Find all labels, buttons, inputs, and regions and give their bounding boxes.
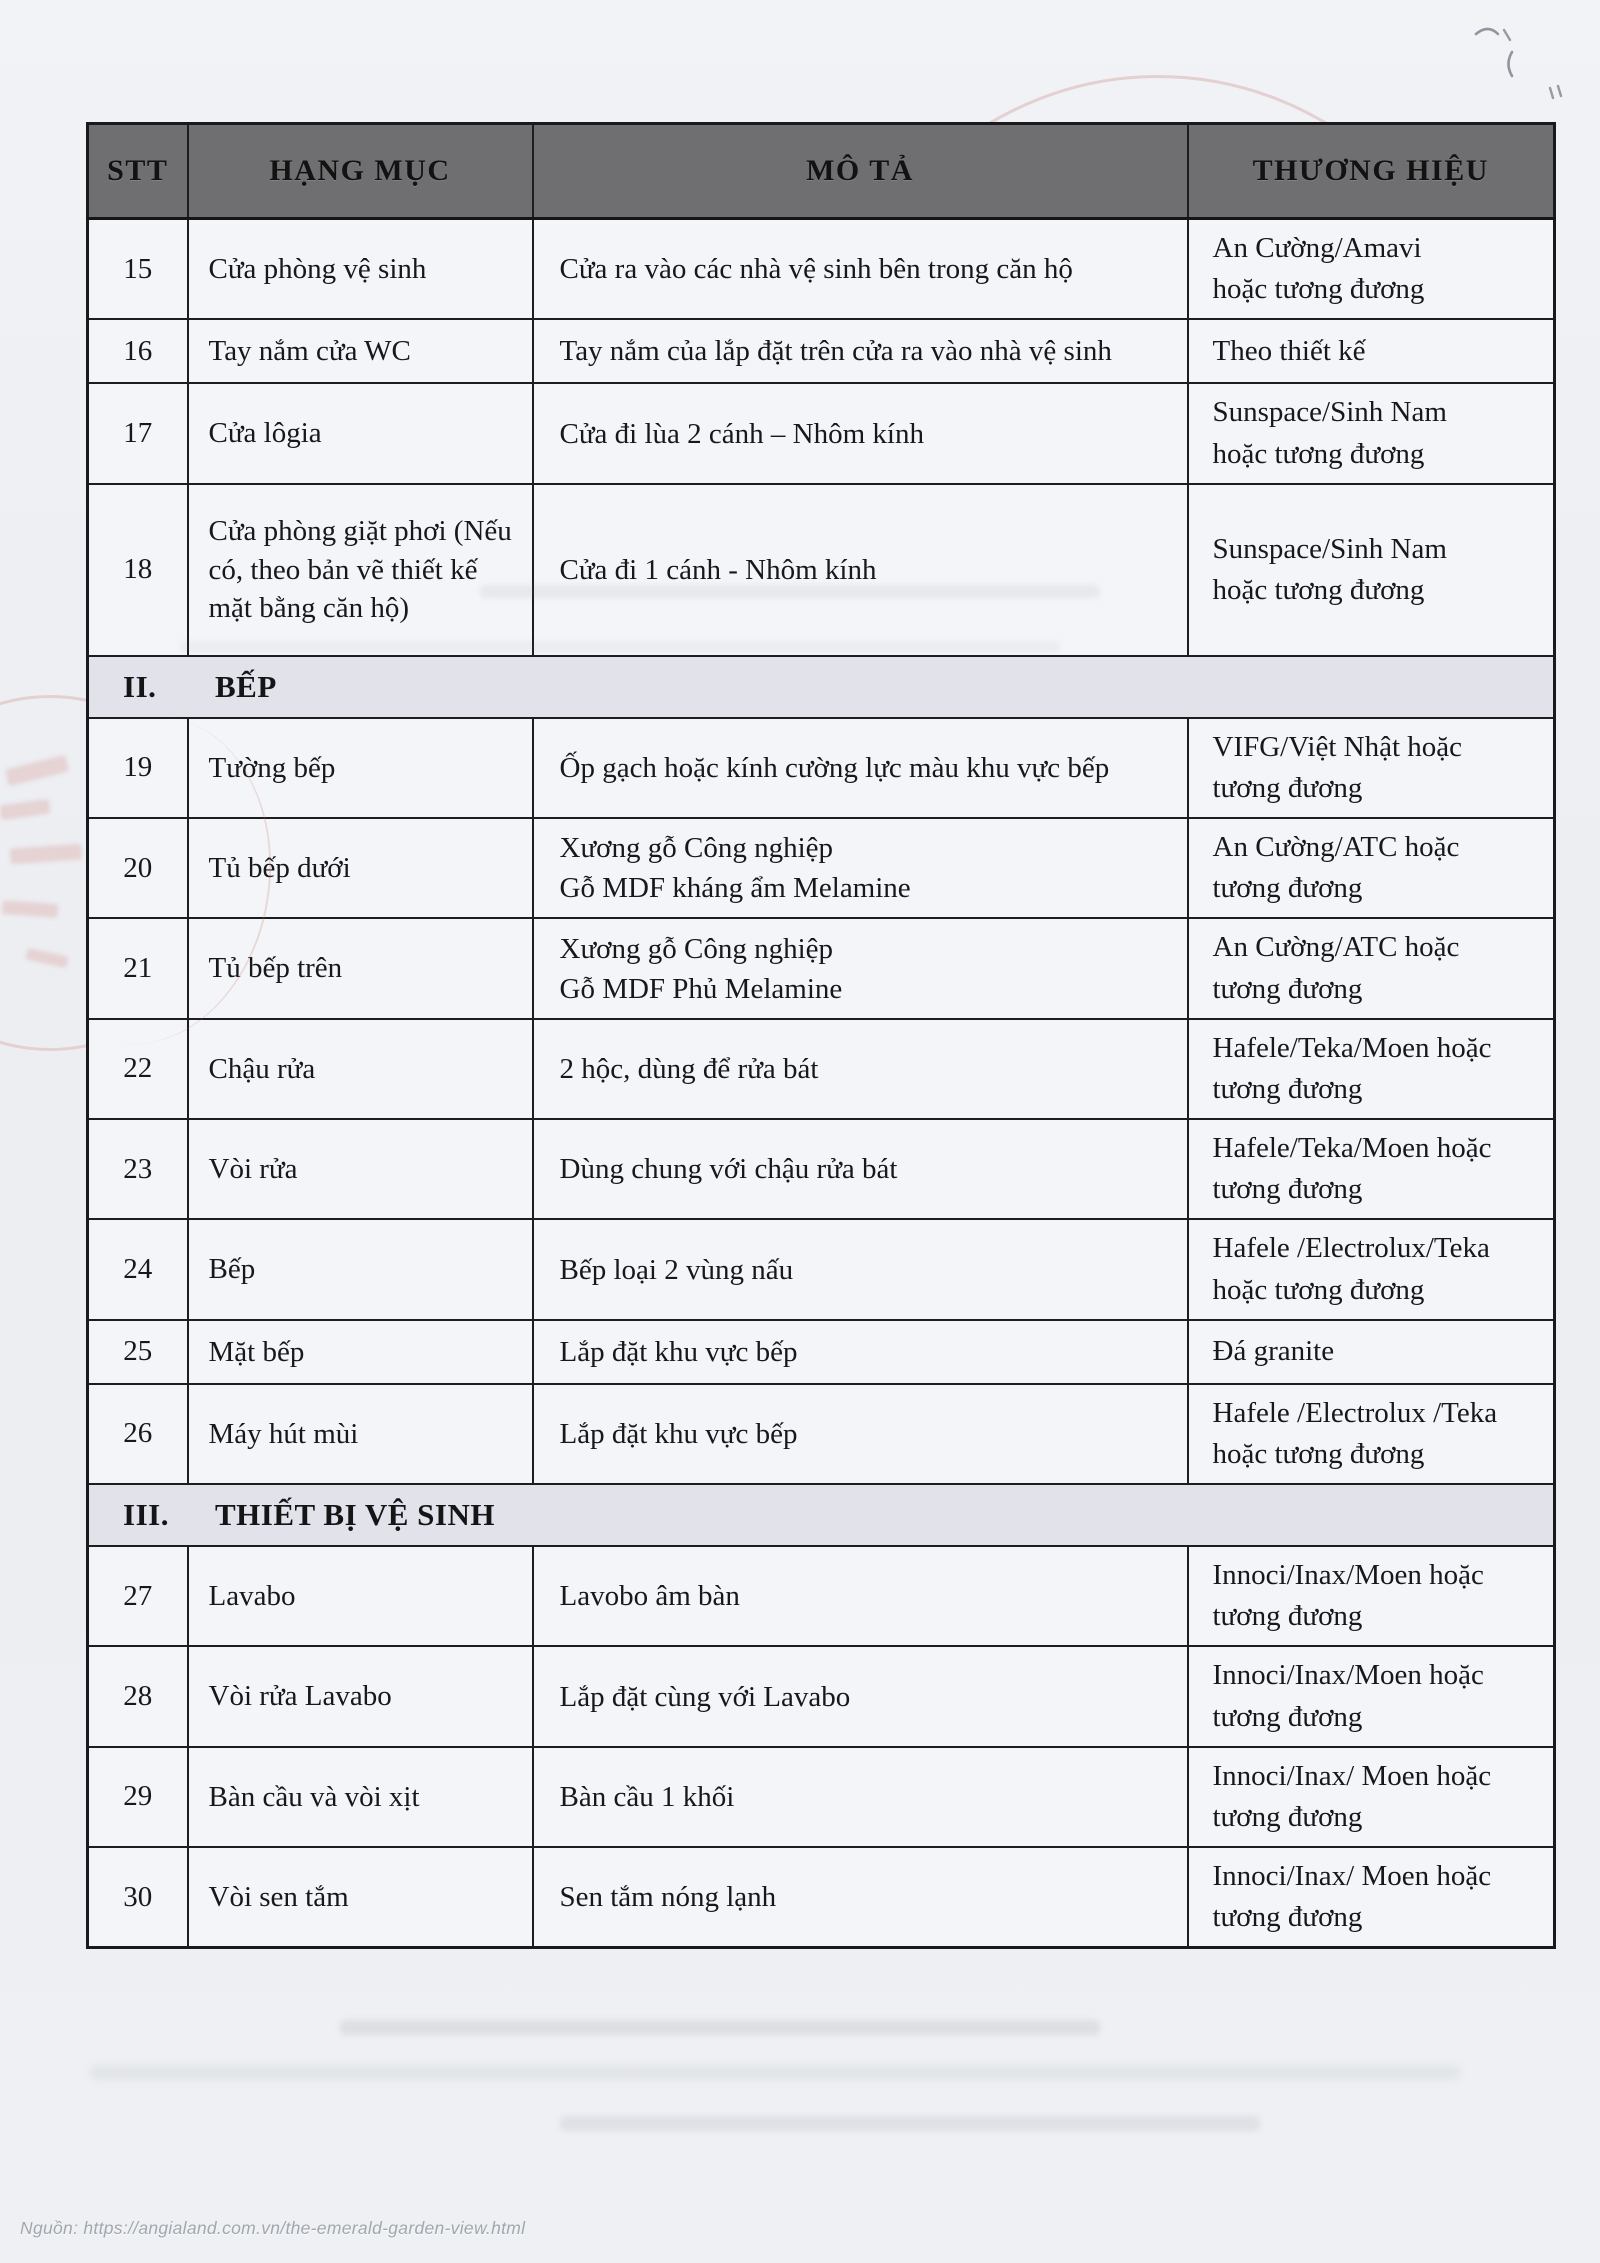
row-number: 17 <box>88 383 188 483</box>
description-line: Xương gỗ Công nghiệp <box>559 832 834 865</box>
category-cell: Tay nắm cửa WC <box>188 319 533 383</box>
brand-cell <box>1188 718 1555 818</box>
brand-cell <box>1188 1019 1555 1119</box>
section-title: THIẾT BỊ VỆ SINH <box>215 1497 495 1533</box>
category-cell: Bàn cầu và vòi xịt <box>188 1747 533 1847</box>
row-number: 15 <box>88 219 188 320</box>
description-line: Dùng chung với chậu rửa bát <box>559 1153 898 1186</box>
table-row <box>88 319 1555 383</box>
table-row <box>88 818 1555 918</box>
description-cell <box>533 818 1188 918</box>
row-number: 30 <box>88 1847 188 1948</box>
brand-line: Đá granite <box>1212 1335 1335 1368</box>
description-cell <box>533 1019 1188 1119</box>
row-number: 20 <box>88 818 188 918</box>
brand-line: Hafele /Electrolux/Teka <box>1212 1232 1490 1265</box>
row-number: 25 <box>88 1320 188 1384</box>
row-number: 22 <box>88 1019 188 1119</box>
brand-cell <box>1188 1747 1555 1847</box>
spec-table <box>86 122 1556 1949</box>
column-header-stt: STT <box>88 124 188 219</box>
brand-line: Theo thiết kế <box>1212 334 1366 367</box>
brand-cell <box>1188 1646 1555 1746</box>
ink-smudge <box>560 2116 1260 2131</box>
description-cell <box>533 1320 1188 1384</box>
row-number: 27 <box>88 1546 188 1646</box>
brand-cell <box>1188 1119 1555 1219</box>
brand-line: tương đương <box>1212 1901 1363 1934</box>
row-number: 28 <box>88 1646 188 1746</box>
section-numeral: III. <box>123 1497 169 1533</box>
brand-cell <box>1188 1546 1555 1646</box>
row-number: 18 <box>88 484 188 656</box>
description-cell <box>533 1546 1188 1646</box>
brand-cell <box>1188 383 1555 483</box>
description-cell <box>533 1646 1188 1746</box>
description-line: Xương gỗ Công nghiệp <box>559 932 834 965</box>
table-row <box>88 484 1555 656</box>
row-number: 21 <box>88 918 188 1018</box>
description-cell <box>533 484 1188 656</box>
description-cell <box>533 718 1188 818</box>
description-line: 2 hộc, dùng để rửa bát <box>559 1052 819 1085</box>
section-cell <box>88 656 1555 718</box>
description-cell <box>533 1847 1188 1948</box>
table-row <box>88 383 1555 483</box>
category-cell: Vòi rửa <box>188 1119 533 1219</box>
description-cell <box>533 1384 1188 1484</box>
brand-line: An Cường/ATC hoặc <box>1212 931 1460 964</box>
table-row <box>88 1320 1555 1384</box>
spec-table-body <box>88 219 1555 1948</box>
spec-table-header <box>88 124 1555 219</box>
table-row <box>88 1384 1555 1484</box>
description-line: Cửa ra vào các nhà vệ sinh bên trong căn hộ <box>559 253 1073 286</box>
brand-cell <box>1188 1384 1555 1484</box>
column-header-brand: THƯƠNG HIỆU <box>1188 124 1555 219</box>
brand-cell <box>1188 918 1555 1018</box>
pen-mark-scribbles <box>1468 12 1598 132</box>
description-cell <box>533 918 1188 1018</box>
section-row <box>88 1484 1555 1546</box>
brand-cell <box>1188 319 1555 383</box>
brand-line: Hafele/Teka/Moen hoặc <box>1212 1031 1492 1064</box>
brand-line: hoặc tương đương <box>1212 573 1425 606</box>
brand-cell <box>1188 1320 1555 1384</box>
row-number: 19 <box>88 718 188 818</box>
description-line: Lắp đặt khu vực bếp <box>559 1335 798 1368</box>
brand-line: hoặc tương đương <box>1212 273 1425 306</box>
table-row <box>88 918 1555 1018</box>
table-row <box>88 1119 1555 1219</box>
category-cell: Máy hút mùi <box>188 1384 533 1484</box>
brand-line: Sunspace/Sinh Nam <box>1212 396 1447 429</box>
brand-line: hoặc tương đương <box>1212 437 1425 470</box>
description-line: Sen tắm nóng lạnh <box>559 1881 777 1914</box>
brand-line: tương đương <box>1212 872 1363 905</box>
description-line: Bàn cầu 1 khối <box>559 1780 735 1813</box>
table-row <box>88 1546 1555 1646</box>
brand-line: Innoci/Inax/ Moen hoặc <box>1212 1759 1492 1792</box>
brand-cell <box>1188 1847 1555 1948</box>
brand-line: Sunspace/Sinh Nam <box>1212 532 1447 565</box>
row-number: 23 <box>88 1119 188 1219</box>
brand-line: tương đương <box>1212 972 1363 1005</box>
category-cell: Tường bếp <box>188 718 533 818</box>
description-cell <box>533 383 1188 483</box>
brand-line: Innoci/Inax/Moen hoặc <box>1212 1559 1484 1592</box>
category-cell: Tủ bếp trên <box>188 918 533 1018</box>
source-note: Nguồn: https://angialand.com.vn/the-emerald-garden-view.html <box>20 2218 526 2238</box>
description-cell <box>533 219 1188 320</box>
brand-line: hoặc tương đương <box>1212 1437 1425 1470</box>
description-line: Lavobo âm bàn <box>559 1580 740 1613</box>
brand-line: VIFG/Việt Nhật hoặc <box>1212 730 1463 763</box>
brand-cell <box>1188 219 1555 320</box>
brand-line: An Cường/Amavi <box>1212 232 1422 264</box>
table-row <box>88 1847 1555 1948</box>
header-row <box>88 124 1555 219</box>
ink-smudge <box>90 2066 1460 2079</box>
row-number: 29 <box>88 1747 188 1847</box>
description-cell <box>533 1747 1188 1847</box>
table-row <box>88 1219 1555 1319</box>
category-cell: Cửa phòng vệ sinh <box>188 219 533 320</box>
section-numeral: II. <box>123 668 157 704</box>
category-cell: Chậu rửa <box>188 1019 533 1119</box>
column-header-category: HẠNG MỤC <box>188 124 533 219</box>
category-cell: Bếp <box>188 1219 533 1319</box>
brand-cell <box>1188 1219 1555 1319</box>
brand-line: tương đương <box>1212 771 1363 804</box>
row-number: 26 <box>88 1384 188 1484</box>
ink-smudge <box>340 2020 1100 2035</box>
brand-line: hoặc tương đương <box>1212 1273 1425 1306</box>
section-title: BẾP <box>215 668 277 704</box>
brand-line: Hafele/Teka/Moen hoặc <box>1212 1132 1492 1165</box>
description-cell <box>533 1219 1188 1319</box>
section-row <box>88 656 1555 718</box>
brand-line: Innoci/Inax/Moen hoặc <box>1212 1659 1484 1692</box>
brand-line: Innoci/Inax/ Moen hoặc <box>1212 1860 1492 1893</box>
category-cell: Vòi sen tắm <box>188 1847 533 1948</box>
category-cell: Tủ bếp dưới <box>188 818 533 918</box>
category-cell: Lavabo <box>188 1546 533 1646</box>
brand-cell <box>1188 818 1555 918</box>
brand-line: tương đương <box>1212 1600 1363 1633</box>
brand-line: tương đương <box>1212 1700 1363 1733</box>
section-cell <box>88 1484 1555 1546</box>
category-cell: Mặt bếp <box>188 1320 533 1384</box>
description-line: Bếp loại 2 vùng nấu <box>559 1253 794 1286</box>
brand-line: tương đương <box>1212 1800 1363 1833</box>
table-row <box>88 1019 1555 1119</box>
description-line: Tay nắm của lắp đặt trên cửa ra vào nhà vệ sinh <box>559 335 1112 368</box>
description-line: Lắp đặt cùng với Lavabo <box>559 1680 851 1713</box>
description-line: Gỗ MDF Phủ Melamine <box>559 972 843 1005</box>
description-line: Ốp gạch hoặc kính cường lực màu khu vực bếp <box>559 751 1110 784</box>
category-cell: Vòi rửa Lavabo <box>188 1646 533 1746</box>
brand-line: tương đương <box>1212 1072 1363 1105</box>
category-cell: Cửa phòng giặt phơi (Nếu có, theo bản vẽ thiết kế mặt bằng căn hộ) <box>188 484 533 656</box>
table-row <box>88 718 1555 818</box>
table-row <box>88 1747 1555 1847</box>
description-line: Gỗ MDF kháng ẩm Melamine <box>559 872 911 905</box>
description-line: Cửa đi 1 cánh - Nhôm kính <box>559 553 877 586</box>
brand-line: Hafele /Electrolux /Teka <box>1212 1396 1498 1429</box>
brand-cell <box>1188 484 1555 656</box>
brand-line: tương đương <box>1212 1173 1363 1206</box>
description-cell <box>533 319 1188 383</box>
table-row <box>88 1646 1555 1746</box>
description-line: Cửa đi lùa 2 cánh – Nhôm kính <box>559 417 924 450</box>
table-row <box>88 219 1555 320</box>
brand-line: An Cường/ATC hoặc <box>1212 831 1460 864</box>
description-line: Lắp đặt khu vực bếp <box>559 1417 798 1450</box>
column-header-description: MÔ TẢ <box>533 124 1188 219</box>
row-number: 16 <box>88 319 188 383</box>
description-cell <box>533 1119 1188 1219</box>
row-number: 24 <box>88 1219 188 1319</box>
category-cell: Cửa lôgia <box>188 383 533 483</box>
